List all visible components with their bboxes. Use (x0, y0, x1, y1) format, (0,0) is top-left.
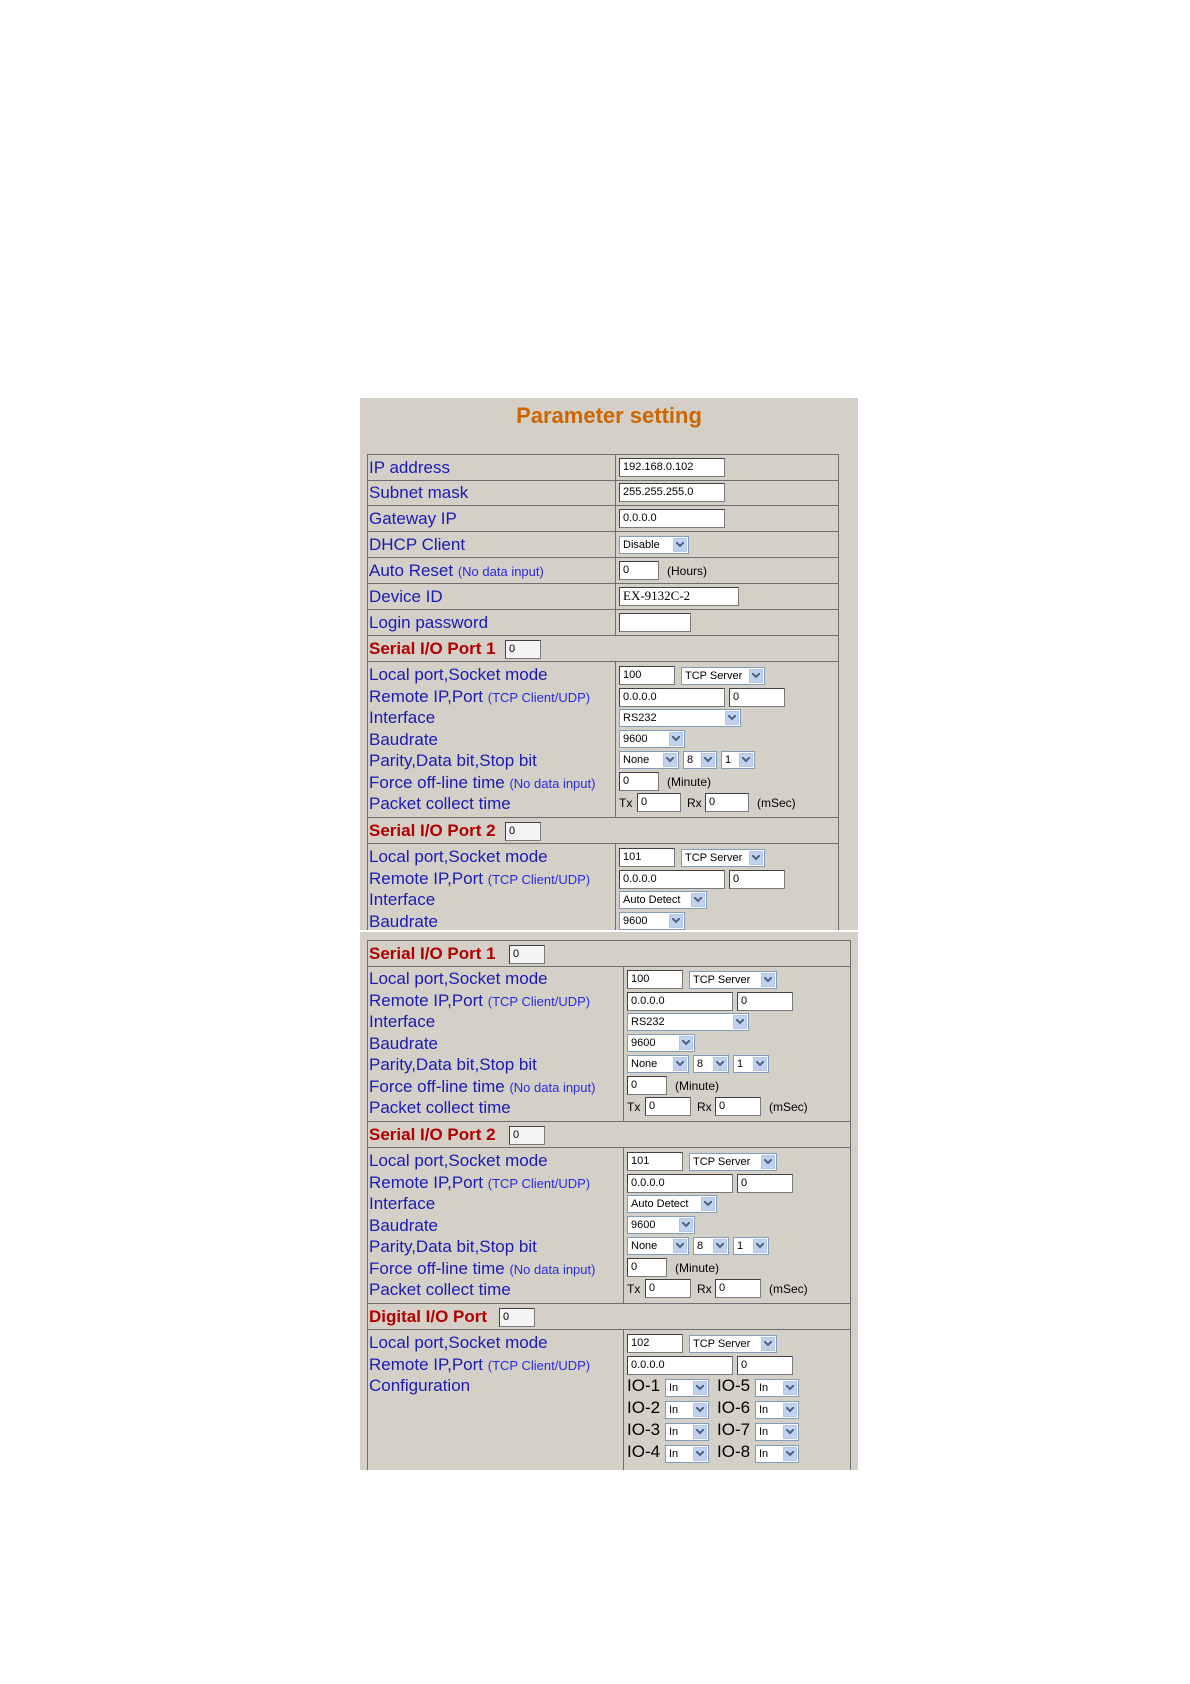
port2-heading-row (367, 818, 839, 844)
force-label-text: Force off-line time (369, 773, 505, 792)
io-4-label: IO-4 (627, 1442, 661, 1461)
remote-ip-input[interactable]: 0.0.0.0 (619, 870, 725, 889)
port1-heading-row (367, 940, 851, 967)
data-bit-select[interactable] (693, 1055, 729, 1073)
chevron-down-icon (669, 914, 683, 928)
remote-ip-input[interactable]: 0.0.0.0 (627, 992, 733, 1011)
tx-input[interactable]: 0 (645, 1279, 691, 1298)
io-6-select[interactable] (755, 1401, 799, 1419)
stop-bit-value: 1 (737, 1240, 744, 1252)
force-label-text: Force off-line time (369, 1259, 505, 1278)
remote-ip-label (369, 1173, 590, 1193)
baudrate-value: 9600 (623, 733, 648, 745)
ip-address-input[interactable]: 192.168.0.102 (619, 458, 725, 477)
interface-select[interactable] (627, 1195, 717, 1213)
chevron-down-icon (749, 851, 763, 865)
baudrate-value: 9600 (623, 915, 648, 927)
remote-port-input[interactable]: 0 (737, 1356, 793, 1375)
row-dhcp (367, 532, 839, 558)
data-bit-value: 8 (697, 1058, 704, 1070)
row-login (367, 610, 839, 636)
port2-heading: Serial I/O Port 2 (369, 821, 496, 840)
force-unit: (Minute) (675, 1079, 720, 1093)
chevron-down-icon (739, 753, 753, 767)
autoreset-input[interactable]: 0 (619, 561, 659, 580)
io-5-select[interactable] (755, 1379, 799, 1397)
force-unit: (Minute) (667, 775, 712, 789)
socket-mode-value: TCP Server (693, 1156, 751, 1168)
settings-table-continued (367, 932, 851, 1470)
socket-mode-value: TCP Server (685, 670, 743, 682)
parity-select[interactable] (619, 751, 679, 769)
remote-hint: (TCP Client/UDP) (487, 1358, 591, 1373)
chevron-down-icon (761, 1337, 775, 1351)
subnet-label: Subnet mask (369, 483, 469, 502)
force-label (369, 773, 595, 793)
stop-bit-select[interactable] (733, 1237, 769, 1255)
remote-ip-label-text: Remote IP,Port (369, 991, 484, 1010)
socket-mode-value: TCP Server (693, 974, 751, 986)
device-id-input[interactable]: EX-9132C-2 (619, 587, 739, 606)
port1-heading-input[interactable]: 0 (509, 945, 545, 964)
digital-heading-row (367, 1304, 851, 1330)
tx-label: Tx (627, 1100, 641, 1114)
force-offline-input[interactable]: 0 (627, 1076, 667, 1095)
gateway-label: Gateway IP (369, 509, 457, 528)
local-port-label: Local port,Socket mode (369, 665, 548, 684)
force-hint: (No data input) (509, 776, 596, 791)
chevron-down-icon (693, 1447, 707, 1461)
port1-body (367, 662, 839, 818)
port2-heading: Serial I/O Port 2 (369, 1125, 496, 1144)
dhcp-select[interactable] (619, 536, 689, 554)
autoreset-label-text: Auto Reset (369, 561, 454, 580)
autoreset-hint: (No data input) (457, 564, 544, 579)
io-8-label: IO-8 (717, 1442, 751, 1461)
port2-body (367, 1148, 851, 1304)
io-3-label: IO-3 (627, 1420, 661, 1439)
remote-ip-label (369, 869, 590, 889)
rx-input[interactable]: 0 (705, 793, 749, 812)
interface-value: Auto Detect (631, 1198, 689, 1210)
stop-bit-select[interactable] (733, 1055, 769, 1073)
tx-label: Tx (627, 1282, 641, 1296)
remote-ip-input[interactable]: 0.0.0.0 (619, 688, 725, 707)
baudrate-label: Baudrate (369, 1034, 438, 1053)
remote-port-input[interactable]: 0 (729, 870, 785, 889)
io-3-value: In (669, 1426, 679, 1438)
dhcp-label: DHCP Client (369, 535, 466, 554)
baudrate-select[interactable] (619, 730, 685, 748)
baudrate-select[interactable] (619, 912, 685, 930)
local-port-input[interactable]: 102 (627, 1334, 683, 1353)
interface-value: RS232 (623, 712, 657, 724)
row-ip (367, 454, 839, 481)
io-5-label: IO-5 (717, 1376, 751, 1395)
port2-heading-row (367, 1122, 851, 1148)
data-bit-value: 8 (697, 1240, 704, 1252)
port1-heading: Serial I/O Port 1 (369, 944, 496, 963)
io-3-select[interactable] (665, 1423, 709, 1441)
remote-hint: (TCP Client/UDP) (487, 872, 591, 887)
remote-hint: (TCP Client/UDP) (487, 1176, 591, 1191)
local-port-input[interactable]: 101 (619, 848, 675, 867)
io-1-value: In (669, 1382, 679, 1394)
io-1-label: IO-1 (627, 1376, 661, 1395)
rx-label: Rx (697, 1100, 712, 1114)
port1-heading-input[interactable]: 0 (505, 640, 541, 659)
remote-ip-label-text: Remote IP,Port (369, 1355, 484, 1374)
stop-bit-value: 1 (737, 1058, 744, 1070)
remote-ip-input[interactable]: 0.0.0.0 (627, 1174, 733, 1193)
remote-hint: (TCP Client/UDP) (487, 994, 591, 1009)
rx-input[interactable]: 0 (715, 1279, 761, 1298)
stop-bit-select[interactable] (721, 751, 755, 769)
interface-label: Interface (369, 708, 436, 727)
settings-table (367, 454, 839, 930)
interface-label: Interface (369, 1194, 436, 1213)
io-2-label: IO-2 (627, 1398, 661, 1417)
tx-input[interactable]: 0 (645, 1097, 691, 1116)
subnet-mask-input[interactable]: 255.255.255.0 (619, 483, 725, 502)
baudrate-select[interactable] (627, 1216, 695, 1234)
chevron-down-icon (663, 753, 677, 767)
chevron-down-icon (761, 973, 775, 987)
digital-body (367, 1330, 851, 1470)
parity-select[interactable] (627, 1055, 689, 1073)
gateway-ip-input[interactable]: 0.0.0.0 (619, 509, 725, 528)
chevron-down-icon (783, 1403, 797, 1417)
local-port-label: Local port,Socket mode (369, 847, 548, 866)
parity-select[interactable] (627, 1237, 689, 1255)
local-port-label: Local port,Socket mode (369, 1151, 548, 1170)
chevron-down-icon (693, 1381, 707, 1395)
msec-label: (mSec) (769, 1100, 808, 1114)
chevron-down-icon (701, 753, 715, 767)
interface-value: Auto Detect (623, 894, 681, 906)
io-6-label: IO-6 (717, 1398, 751, 1417)
force-offline-input[interactable]: 0 (627, 1258, 667, 1277)
stop-bit-value: 1 (725, 754, 732, 766)
remote-port-input[interactable]: 0 (737, 1174, 793, 1193)
remote-ip-label (369, 687, 590, 707)
msec-label: (mSec) (757, 796, 796, 810)
force-offline-input[interactable]: 0 (619, 772, 659, 791)
chevron-down-icon (733, 1015, 747, 1029)
rx-input[interactable]: 0 (715, 1097, 761, 1116)
autoreset-label (369, 561, 544, 581)
chevron-down-icon (679, 1036, 693, 1050)
chevron-down-icon (669, 732, 683, 746)
force-hint: (No data input) (509, 1080, 596, 1095)
row-gateway (367, 506, 839, 532)
remote-ip-label-text: Remote IP,Port (369, 869, 484, 888)
parity-label: Parity,Data bit,Stop bit (369, 1055, 537, 1074)
interface-value: RS232 (631, 1016, 665, 1028)
port2-heading-input[interactable]: 0 (505, 822, 541, 841)
interface-label: Interface (369, 890, 436, 909)
remote-ip-label (369, 1355, 590, 1375)
interface-label: Interface (369, 1012, 436, 1031)
io-7-select[interactable] (755, 1423, 799, 1441)
force-hint: (No data input) (509, 1262, 596, 1277)
chevron-down-icon (693, 1425, 707, 1439)
io-8-value: In (759, 1448, 769, 1460)
interface-select[interactable] (627, 1013, 749, 1031)
io-7-value: In (759, 1426, 769, 1438)
remote-ip-label (369, 991, 590, 1011)
autoreset-unit: (Hours) (667, 564, 708, 578)
socket-mode-value: TCP Server (685, 852, 743, 864)
data-bit-select[interactable] (683, 751, 717, 769)
remote-hint: (TCP Client/UDP) (487, 690, 591, 705)
tx-input[interactable]: 0 (637, 793, 681, 812)
screenshot-bottom (360, 932, 858, 1470)
baudrate-value: 9600 (631, 1037, 656, 1049)
chevron-down-icon (673, 1057, 687, 1071)
configuration-label: Configuration (369, 1376, 471, 1395)
baudrate-value: 9600 (631, 1219, 656, 1231)
io-4-value: In (669, 1448, 679, 1460)
parity-value: None (623, 754, 650, 766)
socket-mode-select[interactable] (689, 1153, 777, 1171)
remote-ip-label-text: Remote IP,Port (369, 1173, 484, 1192)
ip-label: IP address (369, 458, 450, 477)
local-port-input[interactable]: 100 (619, 666, 675, 685)
socket-mode-select[interactable] (689, 1335, 777, 1353)
chevron-down-icon (713, 1057, 727, 1071)
row-device (367, 584, 839, 610)
chevron-down-icon (725, 711, 739, 725)
interface-select[interactable] (619, 891, 707, 909)
chevron-down-icon (783, 1447, 797, 1461)
screenshot-top (360, 398, 858, 930)
rx-label: Rx (687, 796, 702, 810)
local-port-label: Local port,Socket mode (369, 1333, 548, 1352)
row-subnet (367, 480, 839, 506)
packet-label: Packet collect time (369, 1280, 511, 1299)
packet-label: Packet collect time (369, 794, 511, 813)
parity-value: None (631, 1240, 658, 1252)
io-1-select[interactable] (665, 1379, 709, 1397)
local-port-label: Local port,Socket mode (369, 969, 548, 988)
port1-heading: Serial I/O Port 1 (369, 639, 496, 658)
force-unit: (Minute) (675, 1261, 720, 1275)
socket-mode-select[interactable] (681, 849, 765, 867)
baudrate-label: Baudrate (369, 1216, 438, 1235)
chevron-down-icon (673, 538, 687, 552)
baudrate-label: Baudrate (369, 730, 438, 749)
port1-heading-row (367, 636, 839, 662)
chevron-down-icon (753, 1057, 767, 1071)
chevron-down-icon (693, 1403, 707, 1417)
rx-label: Rx (697, 1282, 712, 1296)
chevron-down-icon (749, 669, 763, 683)
chevron-down-icon (673, 1239, 687, 1253)
port2-body (367, 844, 839, 930)
chevron-down-icon (761, 1155, 775, 1169)
local-port-input[interactable]: 101 (627, 1152, 683, 1171)
chevron-down-icon (691, 893, 705, 907)
data-bit-select[interactable] (693, 1237, 729, 1255)
io-2-select[interactable] (665, 1401, 709, 1419)
socket-mode-select[interactable] (689, 971, 777, 989)
tx-label: Tx (619, 796, 633, 810)
chevron-down-icon (783, 1425, 797, 1439)
remote-ip-label-text: Remote IP,Port (369, 687, 484, 706)
device-label: Device ID (369, 587, 443, 606)
io-8-select[interactable] (755, 1445, 799, 1463)
force-label-text: Force off-line time (369, 1077, 505, 1096)
chevron-down-icon (753, 1239, 767, 1253)
digital-heading: Digital I/O Port (369, 1307, 488, 1326)
remote-ip-input[interactable]: 0.0.0.0 (627, 1356, 733, 1375)
data-bit-value: 8 (687, 754, 694, 766)
chevron-down-icon (701, 1197, 715, 1211)
login-label: Login password (369, 613, 489, 632)
socket-mode-value: TCP Server (693, 1338, 751, 1350)
remote-port-input[interactable]: 0 (729, 688, 785, 707)
baudrate-label: Baudrate (369, 912, 438, 930)
page-title: Parameter setting (516, 403, 702, 428)
parity-value: None (631, 1058, 658, 1070)
baudrate-select[interactable] (627, 1034, 695, 1052)
force-label (369, 1259, 595, 1279)
remote-port-input[interactable]: 0 (737, 992, 793, 1011)
force-label (369, 1077, 595, 1097)
io-6-value: In (759, 1404, 769, 1416)
parity-label: Parity,Data bit,Stop bit (369, 1237, 537, 1256)
chevron-down-icon (679, 1218, 693, 1232)
io-5-value: In (759, 1382, 769, 1394)
io-4-select[interactable] (665, 1445, 709, 1463)
packet-label: Packet collect time (369, 1098, 511, 1117)
io-7-label: IO-7 (717, 1420, 751, 1439)
socket-mode-select[interactable] (681, 667, 765, 685)
dhcp-value: Disable (623, 539, 660, 551)
msec-label: (mSec) (769, 1282, 808, 1296)
login-password-input[interactable] (619, 613, 691, 632)
chevron-down-icon (713, 1239, 727, 1253)
interface-select[interactable] (619, 709, 741, 727)
parity-label: Parity,Data bit,Stop bit (369, 751, 537, 770)
io-2-value: In (669, 1404, 679, 1416)
port2-heading-input[interactable]: 0 (509, 1126, 545, 1145)
row-autoreset (367, 558, 839, 584)
chevron-down-icon (783, 1381, 797, 1395)
port1-body (367, 966, 851, 1122)
local-port-input[interactable]: 100 (627, 970, 683, 989)
digital-heading-input[interactable]: 0 (499, 1308, 535, 1327)
